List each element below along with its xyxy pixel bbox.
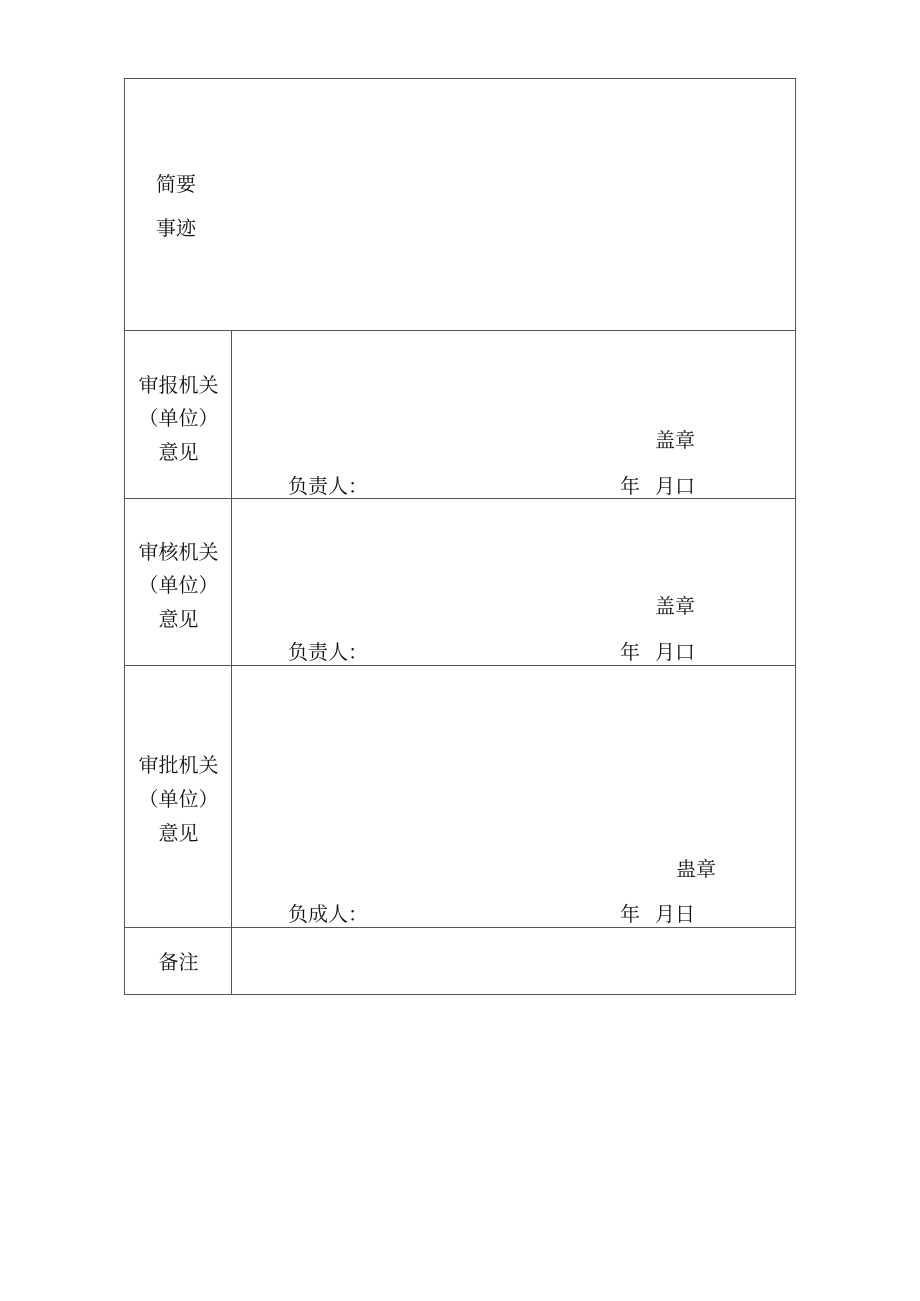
report-responsible-label: 负责人： — [288, 474, 368, 498]
review-label-cell — [125, 499, 232, 665]
approval-label-cell — [125, 666, 232, 927]
report-label-line-2: （单位） — [138, 406, 219, 430]
approval-date-month-day: 月日 — [655, 902, 695, 926]
report-label-line-3: 意见 — [158, 440, 199, 464]
review-seal-text: 盖章 — [655, 594, 695, 618]
remarks-label: 备注 — [158, 950, 199, 974]
review-date-month-day: 月口 — [655, 640, 695, 664]
approval-date-year: 年 — [620, 902, 640, 926]
report-opinion-row — [125, 330, 795, 498]
approval-seal-text: 蛊章 — [676, 857, 716, 881]
review-responsible-label: 负责人： — [288, 640, 368, 664]
report-date-month-day: 月口 — [655, 474, 695, 498]
report-label-line-1: 审报机关 — [138, 373, 219, 397]
award-approval-form — [124, 78, 796, 995]
summary-label-line-2: 事迹 — [156, 216, 196, 240]
report-label-cell — [125, 331, 232, 498]
review-date-year: 年 — [620, 640, 640, 664]
approval-label-line-2: （单位） — [138, 787, 219, 811]
approval-label-line-3: 意见 — [158, 821, 199, 845]
review-label-line-1: 审核机关 — [138, 540, 219, 564]
remarks-row — [125, 927, 795, 994]
approval-opinion-row — [125, 665, 795, 927]
remarks-label-cell — [125, 928, 232, 994]
report-date-year: 年 — [620, 474, 640, 498]
approval-responsible-label: 负成人： — [288, 902, 368, 926]
review-opinion-row — [125, 498, 795, 665]
summary-label-line-1: 简要 — [156, 172, 196, 196]
review-label-line-3: 意见 — [158, 607, 199, 631]
review-label-line-2: （单位） — [138, 573, 219, 597]
report-seal-text: 盖章 — [655, 428, 695, 452]
summary-row — [125, 79, 795, 330]
approval-label-line-1: 审批机关 — [138, 753, 219, 777]
